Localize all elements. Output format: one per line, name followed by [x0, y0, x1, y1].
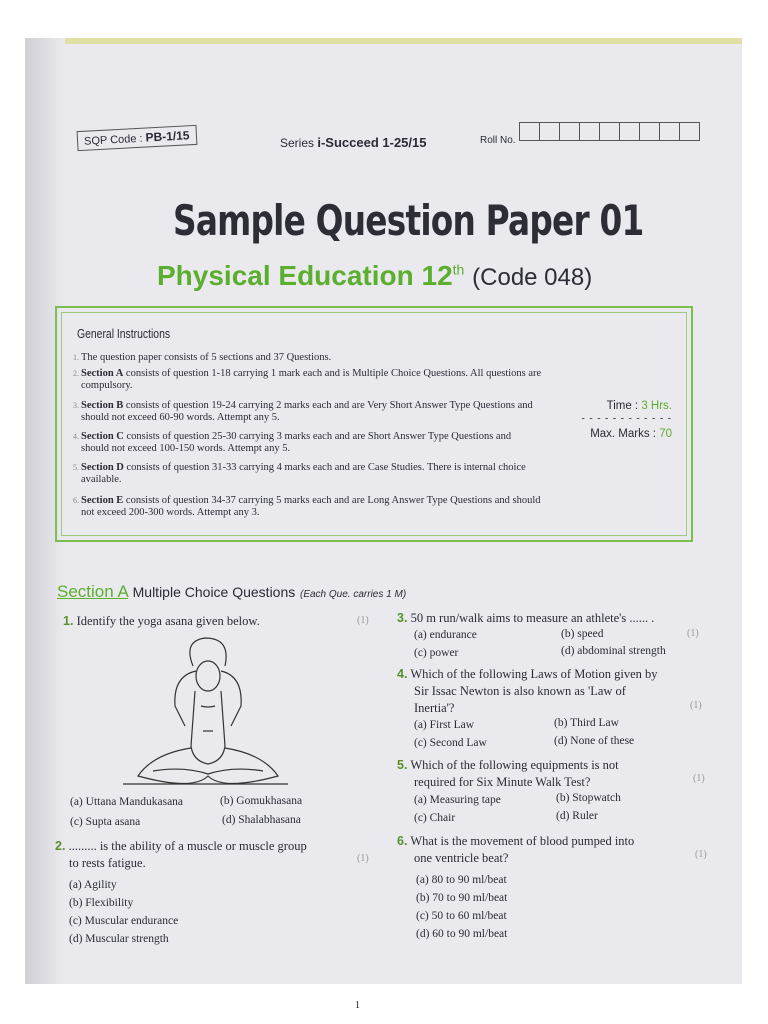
time-info [607, 400, 672, 412]
time-value: 3 Hrs. [641, 400, 672, 412]
question-6 [397, 833, 634, 867]
roll-box [619, 122, 640, 141]
option-d: (d) Shalabhasana [222, 814, 301, 826]
subject-code: (Code 048) [472, 264, 593, 291]
instruction-item [73, 495, 551, 519]
roll-box [579, 122, 600, 141]
question-2 [55, 838, 307, 872]
roll-box [679, 122, 700, 141]
section-a-heading [57, 582, 406, 602]
option-b: (b) 70 to 90 ml/beat [416, 892, 508, 904]
option-c: (c) Chair [414, 812, 456, 824]
option-d: (d) Ruler [556, 810, 598, 822]
instruction-item [73, 400, 541, 424]
question-text: ......... is the ability of a muscle or muscle group [68, 839, 307, 853]
instruction-num: 4. [73, 432, 79, 441]
subject-title [157, 260, 592, 292]
marks-value: 70 [659, 428, 672, 440]
marks-info [590, 428, 672, 440]
option-b: (b) Stopwatch [556, 792, 621, 804]
option-a: (a) First Law [414, 719, 475, 731]
question-number: 4. [397, 667, 408, 681]
subject-sup: th [452, 261, 465, 278]
instruction-bold: Section E [81, 495, 124, 506]
option-d: (d) abdominal strength [561, 645, 666, 657]
paper-title: Sample Question Paper 01 [173, 196, 644, 245]
instruction-num: 5. [73, 463, 79, 472]
instruction-bold: Section B [81, 400, 124, 411]
question-number: 1. [63, 614, 74, 628]
option-a: (a) 80 to 90 ml/beat [416, 874, 507, 886]
question-text: What is the movement of blood pumped into [410, 834, 635, 848]
page-photo [25, 38, 742, 984]
question-marks: (1) [687, 628, 699, 639]
question-number: 3. [397, 611, 408, 625]
section-a-note: (Each Que. carries 1 M) [300, 589, 407, 600]
option-b: (b) speed [561, 628, 604, 640]
roll-box [599, 122, 620, 141]
instruction-text: consists of question 1-18 carrying 1 mark each and is Multiple Choice Questions. All questions are compulsory. [81, 368, 542, 391]
question-text: Which of the following Laws of Motion given by [410, 667, 658, 681]
instruction-num: 3. [73, 401, 79, 410]
time-label: Time : [606, 400, 639, 412]
question-marks: (1) [690, 700, 702, 711]
instructions-title: General Instructions [77, 326, 171, 341]
option-b: (b) Flexibility [69, 897, 134, 909]
question-4 [397, 666, 658, 717]
option-c: (c) Muscular endurance [69, 915, 179, 927]
instruction-bold: Section C [81, 431, 124, 442]
roll-box [639, 122, 660, 141]
roll-box [559, 122, 580, 141]
instruction-item [73, 352, 581, 364]
question-marks: (1) [357, 615, 369, 626]
option-d: (d) 60 to 90 ml/beat [416, 928, 508, 940]
question-3 [397, 610, 654, 627]
divider-dashes: - - - - - - - - - - - - [581, 413, 672, 424]
question-text-cont: to rests fatigue. [69, 856, 146, 870]
series-text: Series [280, 136, 315, 150]
question-number: 5. [397, 758, 408, 772]
question-text-cont: Inertia'? [414, 701, 455, 715]
instruction-item [73, 431, 541, 455]
instruction-bold: Section D [81, 462, 124, 473]
section-a-label: Section A [57, 582, 128, 601]
option-a: (a) endurance [414, 629, 477, 641]
option-b: (b) Gomukhasana [220, 795, 303, 807]
instruction-bold: Section A [81, 368, 124, 379]
roll-box [659, 122, 680, 141]
question-number: 6. [397, 834, 408, 848]
question-marks: (1) [693, 773, 705, 784]
instruction-text: consists of question 34-37 carrying 5 marks each and are Long Answer Type Questions and should not exceed 200-300 words. Attempt any 3. [81, 495, 541, 518]
option-d: (d) None of these [554, 735, 635, 747]
roll-no-boxes [520, 122, 700, 141]
instruction-num: 2. [73, 369, 79, 378]
question-1 [63, 613, 260, 630]
option-d: (d) Muscular strength [69, 933, 169, 945]
roll-box [539, 122, 560, 141]
question-number: 2. [55, 839, 66, 853]
option-c: (c) 50 to 60 ml/beat [416, 910, 507, 922]
instruction-text: consists of question 19-24 carrying 2 marks each and are Very Short Answer Type Questions and should not exceed 60-90 words. Attempt any 5. [81, 400, 533, 423]
option-a: (a) Agility [69, 879, 117, 891]
question-text-cont: Sir Issac Newton is also known as 'Law of [414, 684, 626, 698]
option-c: (c) Second Law [414, 737, 487, 749]
question-text-cont: one ventricle beat? [414, 851, 509, 865]
series-value: i-Succeed 1-25/15 [317, 135, 427, 150]
sqp-code-box [77, 125, 197, 151]
subject-name: Physical Education 12 [157, 260, 453, 291]
marks-label: Max. Marks : [590, 428, 656, 440]
series-label [280, 135, 426, 150]
option-a: (a) Uttana Mandukasana [70, 796, 184, 808]
option-c: (c) power [414, 647, 459, 659]
roll-no-label: Roll No. [480, 135, 516, 146]
option-a: (a) Measuring tape [414, 794, 501, 806]
question-text: 50 m run/walk aims to measure an athlete's ...... . [410, 611, 655, 625]
question-marks: (1) [357, 853, 369, 864]
instruction-num: 6. [73, 496, 79, 505]
section-a-title: Multiple Choice Questions [132, 584, 296, 600]
yoga-asana-illustration [113, 636, 293, 794]
sqp-code-label: SQP Code : [83, 132, 143, 148]
question-text: Identify the yoga asana given below. [76, 614, 260, 628]
roll-box [519, 122, 540, 141]
top-edge [25, 38, 742, 44]
instruction-text: The question paper consists of 5 sections and 37 Questions. [81, 352, 332, 363]
option-c: (c) Supta asana [70, 816, 141, 828]
page-number: 1 [355, 1000, 360, 1011]
instruction-text: consists of question 31-33 carrying 4 marks each and are Case Studies. There is internal choice available. [81, 462, 526, 485]
instruction-num: 1. [73, 353, 79, 362]
question-text: Which of the following equipments is not [410, 758, 619, 772]
question-marks: (1) [695, 849, 707, 860]
instruction-text: consists of question 25-30 carrying 3 marks each and are Short Answer Type Questions and should not exceed 100-150 words. Attempt any 5. [81, 431, 512, 454]
sqp-code-value: PB-1/15 [145, 128, 190, 145]
instruction-item [73, 368, 581, 392]
instruction-item [73, 462, 551, 486]
question-5 [397, 757, 619, 791]
question-text-cont: required for Six Minute Walk Test? [414, 775, 591, 789]
option-b: (b) Third Law [554, 717, 619, 729]
